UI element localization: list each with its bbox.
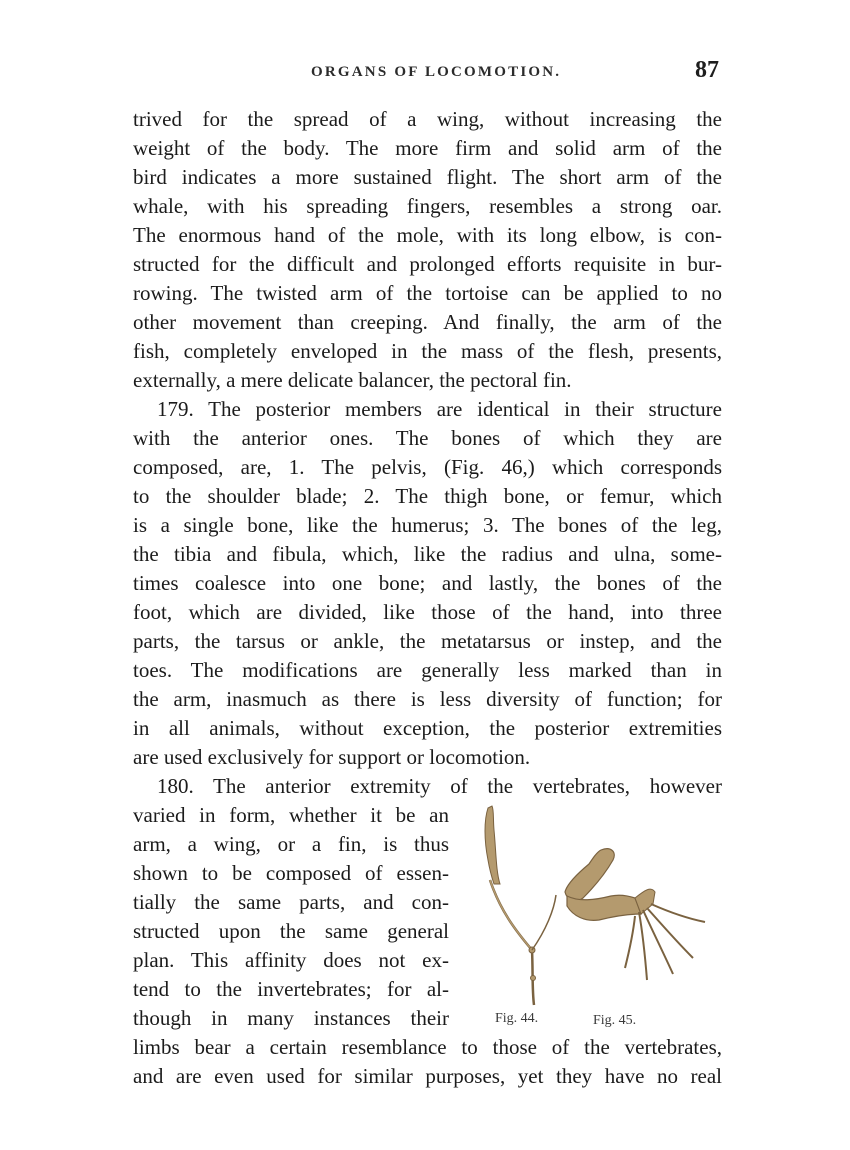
text-line: rowing. The twisted arm of the tortoise can be applied to no bbox=[133, 281, 722, 305]
text-line: with the anterior ones. The bones of which they are bbox=[133, 426, 722, 450]
text-line: times coalesce into one bone; and lastly, the bones of the bbox=[133, 571, 722, 595]
text-line: trived for the spread of a wing, without increasing the bbox=[133, 107, 722, 131]
paragraph-180-start: 180. The anterior extremity of the vertebrates, however bbox=[157, 774, 722, 798]
text-line: other movement than creeping. And finally, the arm of the bbox=[133, 310, 722, 334]
text-line: parts, the tarsus or ankle, the metatarsus or instep, and the bbox=[133, 629, 722, 653]
text-line: and are even used for similar purposes, yet they have no real bbox=[133, 1064, 722, 1088]
text-line: the arm, inasmuch as there is less diversity of function; for bbox=[133, 687, 722, 711]
text-line: the tibia and fibula, which, like the radius and ulna, some- bbox=[133, 542, 722, 566]
text-line: composed, are, 1. The pelvis, (Fig. 46,) which corresponds bbox=[133, 455, 722, 479]
text-line: varied in form, whether it be an bbox=[133, 803, 449, 827]
paragraph-179-start: 179. The posterior members are identical in their structure bbox=[157, 397, 722, 421]
figure-45-limb-illustration bbox=[555, 840, 715, 1000]
text-line: foot, which are divided, like those of the hand, into three bbox=[133, 600, 722, 624]
text-line: are used exclusively for support or locomotion. bbox=[133, 745, 531, 769]
text-line: shown to be composed of essen- bbox=[133, 861, 449, 885]
text-line: The enormous hand of the mole, with its long elbow, is con- bbox=[133, 223, 722, 247]
text-line: limbs bear a certain resemblance to those of the vertebrates, bbox=[133, 1035, 722, 1059]
text-line: toes. The modifications are generally less marked than in bbox=[133, 658, 722, 682]
text-line: structed for the difficult and prolonged efforts requisite in bur- bbox=[133, 252, 722, 276]
running-title: ORGANS OF LOCOMOTION. bbox=[311, 64, 562, 80]
text-line: plan. This affinity does not ex- bbox=[133, 948, 449, 972]
text-line: tially the same parts, and con- bbox=[133, 890, 449, 914]
text-line: fish, completely enveloped in the mass of the flesh, presents, bbox=[133, 339, 722, 363]
figure-45-caption: Fig. 45. bbox=[593, 1013, 637, 1028]
text-line: tend to the invertebrates; for al- bbox=[133, 977, 449, 1001]
text-line: structed upon the same general bbox=[133, 919, 449, 943]
page-header bbox=[0, 57, 850, 90]
text-line: in all animals, without exception, the posterior extremities bbox=[133, 716, 722, 740]
text-line: whale, with his spreading fingers, resembles a strong oar. bbox=[133, 194, 722, 218]
text-line: arm, a wing, or a fin, is thus bbox=[133, 832, 449, 856]
text-line: weight of the body. The more firm and solid arm of the bbox=[133, 136, 722, 160]
figure-44-caption: Fig. 44. bbox=[495, 1011, 539, 1026]
page-number: 87 bbox=[695, 57, 719, 83]
text-line: bird indicates a more sustained flight. The short arm of the bbox=[133, 165, 722, 189]
figure-44-limb-illustration bbox=[470, 800, 560, 1010]
text-line: though in many instances their bbox=[133, 1006, 449, 1030]
text-line: is a single bone, like the humerus; 3. The bones of the leg, bbox=[133, 513, 722, 537]
text-line: to the shoulder blade; 2. The thigh bone, or femur, which bbox=[133, 484, 722, 508]
text-line: externally, a mere delicate balancer, the pectoral fin. bbox=[133, 368, 572, 392]
